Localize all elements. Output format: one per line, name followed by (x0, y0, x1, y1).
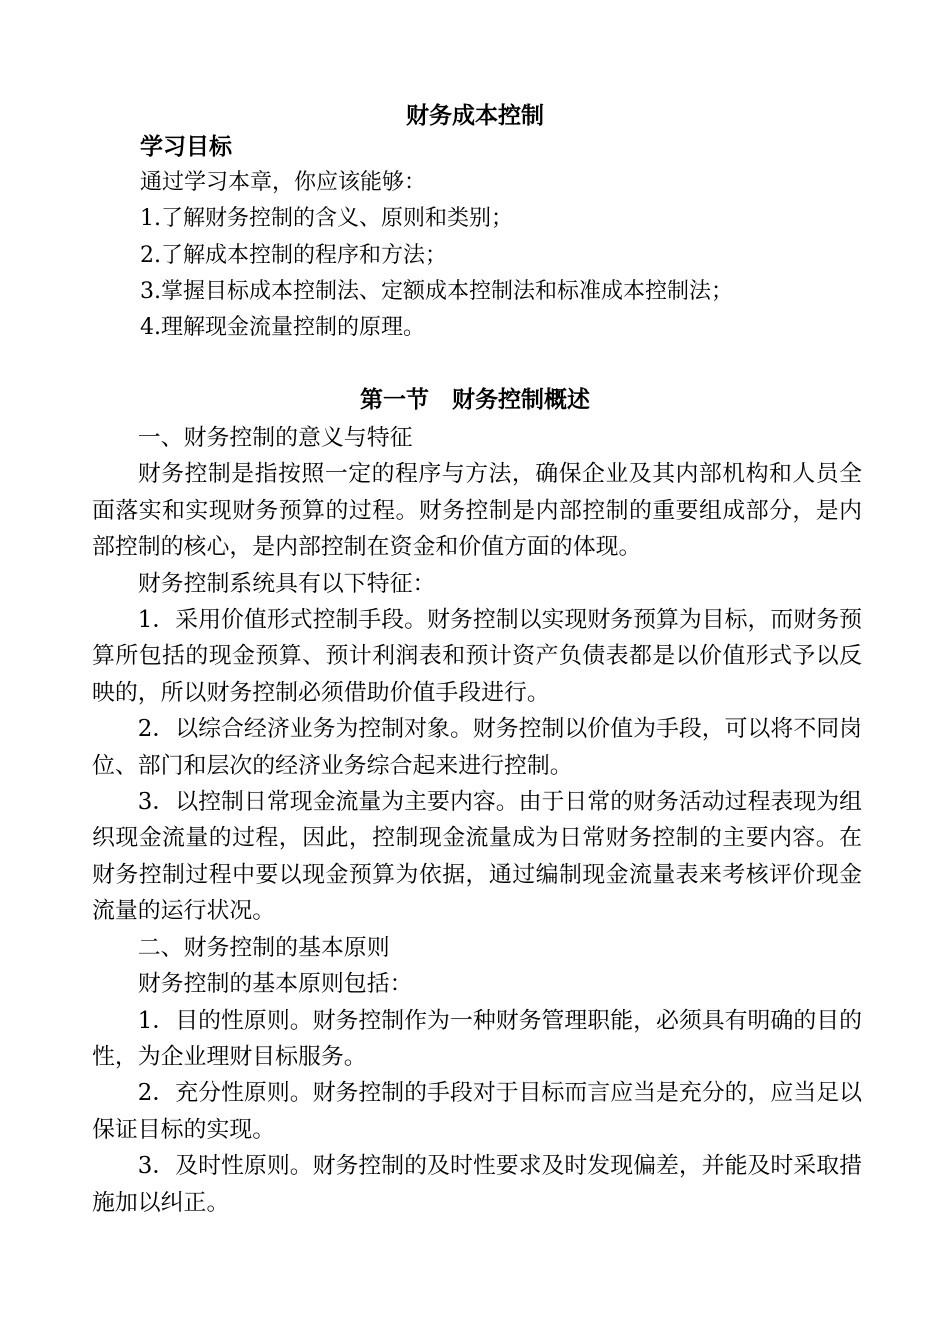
learning-goals-intro: 通过学习本章，你应该能够： (140, 170, 427, 195)
list-item: 3．及时性原则。财务控制的及时性要求及时发现偏差，并能及时采取措施加以纠正。 (92, 1153, 862, 1216)
document-title: 财务成本控制 (406, 103, 544, 129)
subsection-heading: 二、财务控制的基本原则 (137, 934, 390, 961)
list-item: 1．采用价值形式控制手段。财务控制以实现财务预算为目标，而财务预算所包括的现金预算、预计利润表和预计资产负债表都是以价值形式予以反映的，所以财务控制必须借助价值手段进行。 (92, 607, 862, 706)
paragraph: 财务控制的基本原则包括： (137, 971, 413, 998)
learning-goal-item: 2.了解成本控制的程序和方法； (140, 243, 447, 268)
paragraph: 财务控制是指按照一定的程序与方法，确保企业及其内部机构和人员全面落实和实现财务预算的过程。财务控制是内部控制的重要组成部分，是内部控制的核心，是内部控制在资金和价值方面的体现。 (92, 461, 862, 561)
list-item: 3．以控制日常现金流量为主要内容。由于日常的财务活动过程表现为组织现金流量的过程，因此，控制现金流量成为日常财务控制的主要内容。在财务控制过程中要以现金预算为依据，通过编制现金流量表来考核评价现金流量的运行状况。 (92, 789, 862, 925)
learning-goal-item: 3.掌握目标成本控制法、定额成本控制法和标准成本控制法； (140, 279, 733, 304)
learning-goal-item: 1.了解财务控制的含义、原则和类别； (140, 206, 513, 231)
list-item: 1．目的性原则。财务控制作为一种财务管理职能，必须具有明确的目的性，为企业理财目标服务。 (92, 1007, 862, 1070)
section-body (92, 420, 862, 1221)
learning-goal-item: 4.理解现金流量控制的原理。 (140, 315, 425, 340)
section-title: 第一节 财务控制概述 (360, 387, 590, 413)
list-item: 2．以综合经济业务为控制对象。财务控制以价值为手段，可以将不同岗位、部门和层次的经济业务综合起来进行控制。 (92, 716, 862, 779)
list-item: 2．充分性原则。财务控制的手段对于目标而言应当是充分的，应当足以保证目标的实现。 (92, 1080, 862, 1143)
learning-goals-heading: 学习目标 (140, 134, 232, 160)
subsection-heading: 一、财务控制的意义与特征 (137, 425, 413, 451)
paragraph: 财务控制系统具有以下特征： (137, 570, 436, 597)
